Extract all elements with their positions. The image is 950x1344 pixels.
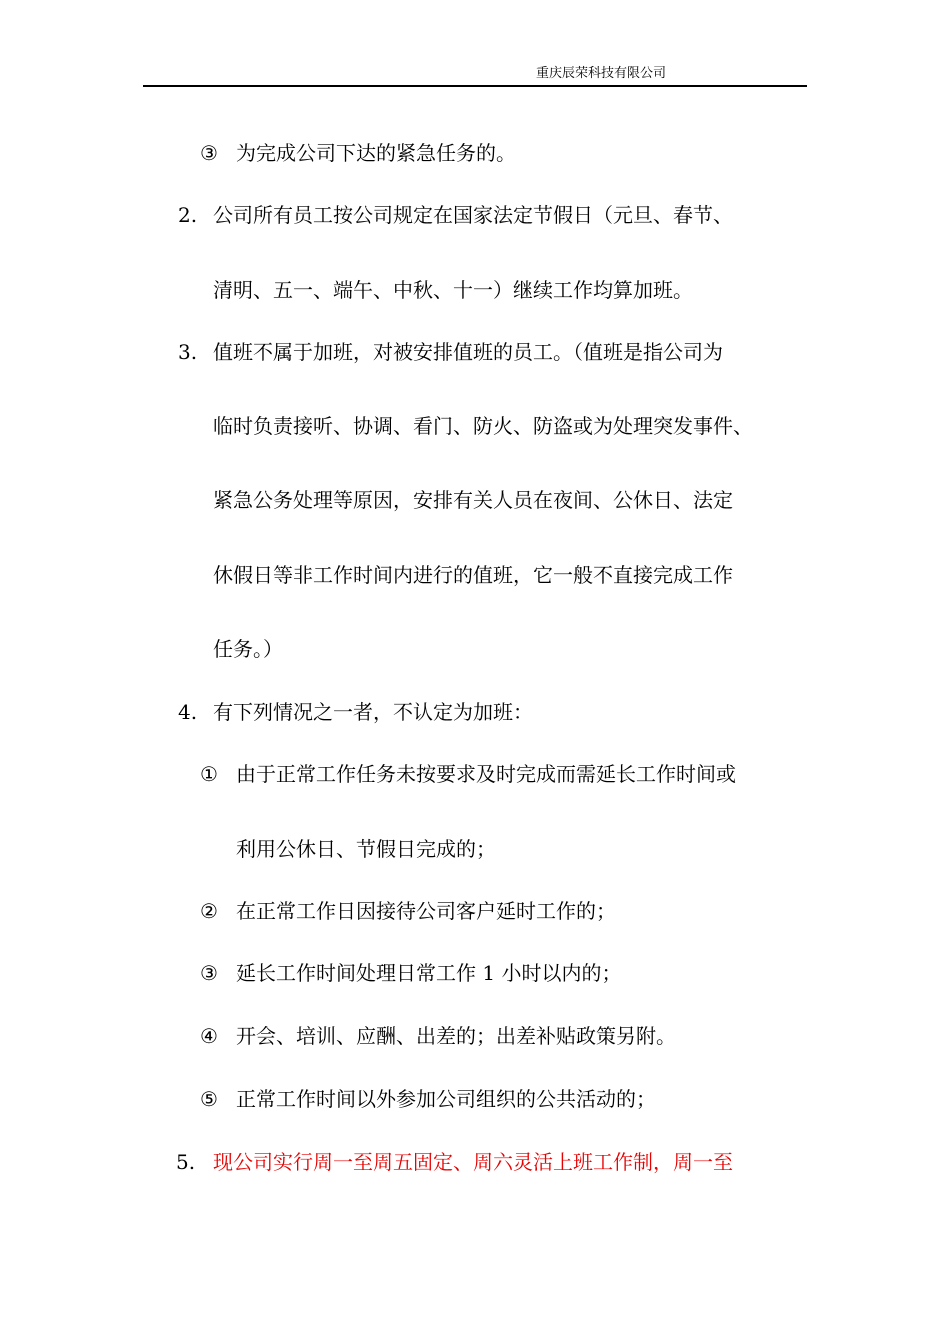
- sub-item-marker: ③: [200, 141, 218, 165]
- item-3-line-4: 休假日等非工作时间内进行的值班，它一般不直接完成工作: [213, 563, 733, 587]
- header-company-name: 重庆辰荣科技有限公司: [536, 66, 667, 81]
- item-2-line-1: 公司所有员工按公司规定在国家法定节假日（元旦、春节、: [213, 203, 733, 227]
- item-number-5: 5.: [176, 1150, 196, 1174]
- item-3-line-5: 任务。）: [213, 637, 283, 661]
- sub-item-line: 在正常工作日因接待公司客户延时工作的；: [236, 899, 616, 923]
- header-rule: [143, 85, 807, 87]
- item-3-line-2: 临时负责接听、协调、看门、防火、防盗或为处理突发事件、: [213, 414, 753, 438]
- sub-item-line: 开会、培训、应酬、出差的；出差补贴政策另附。: [236, 1024, 676, 1048]
- item-number-2: 2.: [178, 203, 198, 227]
- sub-item-line: 正常工作时间以外参加公司组织的公共活动的；: [236, 1087, 656, 1111]
- item-4-text: 有下列情况之一者，不认定为加班：: [213, 700, 533, 724]
- sub-item-line: 利用公休日、节假日完成的；: [236, 837, 496, 861]
- sub-item-line: 延长工作时间处理日常工作 1 小时以内的；: [236, 961, 622, 985]
- sub-item-line: 由于正常工作任务未按要求及时完成而需延长工作时间或: [236, 762, 736, 786]
- item-number-4: 4.: [178, 700, 198, 724]
- sub-item-marker: ③: [200, 961, 218, 985]
- item-number-3: 3.: [178, 340, 198, 364]
- item-5-text-highlighted: 现公司实行周一至周五固定、周六灵活上班工作制，周一至: [213, 1150, 733, 1174]
- sub-item-marker: ②: [200, 899, 218, 923]
- sub-item-marker: ⑤: [200, 1087, 218, 1111]
- sub-item-marker: ①: [200, 762, 218, 786]
- sub-item-marker: ④: [200, 1024, 218, 1048]
- item-3-line-3: 紧急公务处理等原因，安排有关人员在夜间、公休日、法定: [213, 488, 733, 512]
- sub-item-text: 为完成公司下达的紧急任务的。: [236, 141, 516, 165]
- item-3-line-1: 值班不属于加班，对被安排值班的员工。（值班是指公司为: [213, 340, 723, 364]
- item-2-line-2: 清明、五一、端午、中秋、十一）继续工作均算加班。: [213, 278, 693, 302]
